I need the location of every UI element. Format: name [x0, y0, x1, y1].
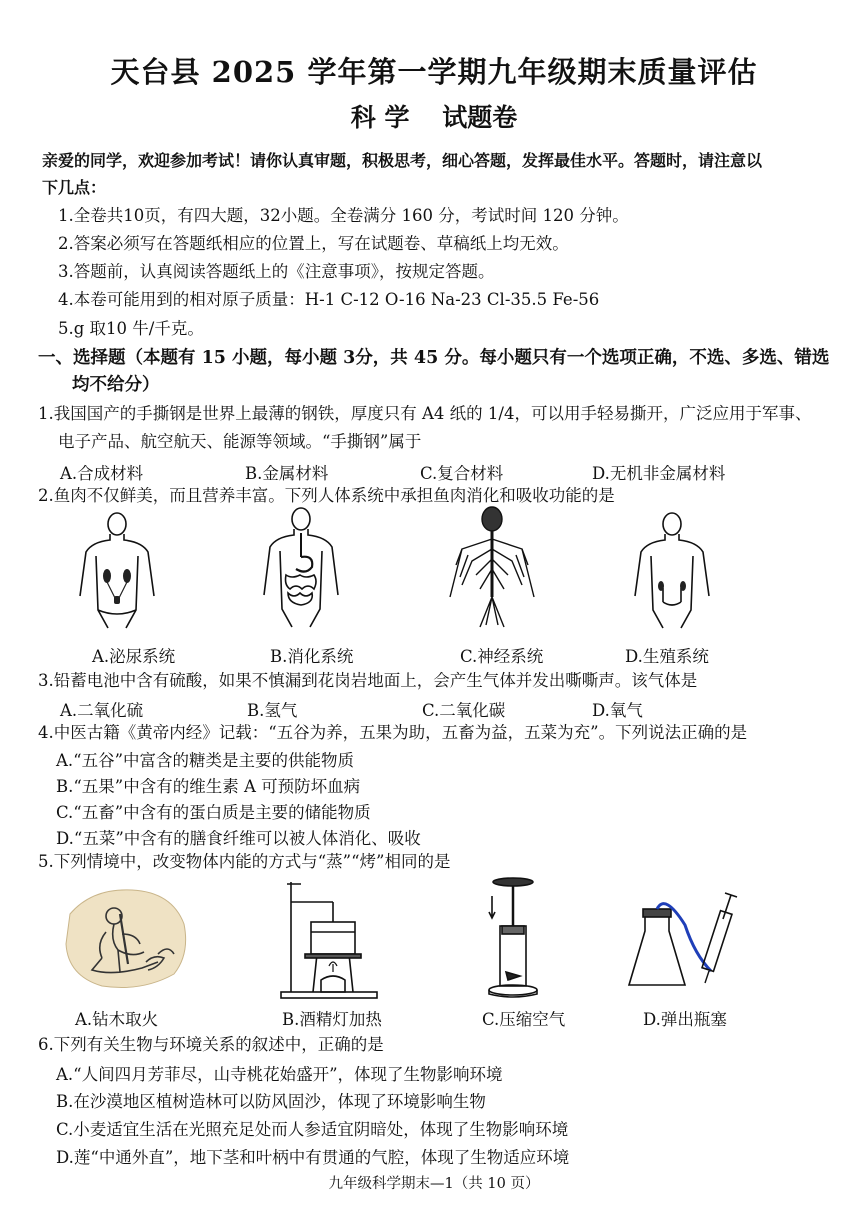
- note-2: 2.答案必须写在答题纸相应的位置上，写在试题卷、草稿纸上均无效。: [58, 234, 569, 253]
- section-1-heading: 一、选择题（本题有 15 小题，每小题 3分，共 45 分。每小题只有一个选项正确，不选、多选、错选: [38, 348, 830, 368]
- note-5: 5.g 取10 牛/千克。: [58, 319, 204, 338]
- nervous-system-figure: [442, 505, 542, 630]
- q5-option-b[interactable]: B.酒精灯加热: [282, 1010, 382, 1029]
- reproductive-system-figure: [627, 510, 717, 630]
- q2-option-b[interactable]: B.消化系统: [270, 647, 354, 666]
- q4-option-d[interactable]: D.“五菜”中含有的膳食纤维可以被人体消化、吸收: [56, 829, 421, 848]
- intro-line-2: 下几点：: [42, 178, 107, 197]
- alcohol-lamp-heating-figure: [277, 876, 382, 1001]
- q3-option-c[interactable]: C.二氧化碳: [422, 701, 506, 720]
- q3-stem: 3.铅蓄电池中含有硫酸，如果不慎漏到花岗岩地面上，会产生气体并发出嘶嘶声。该气体是: [38, 671, 698, 690]
- q3-option-b[interactable]: B.氢气: [247, 701, 298, 720]
- q3-option-d[interactable]: D.氧气: [592, 701, 643, 720]
- note-3: 3.答题前，认真阅读答题纸上的《注意事项》，按规定答题。: [58, 262, 495, 281]
- paper-label: 试题卷: [442, 103, 518, 132]
- q5-option-c[interactable]: C.压缩空气: [482, 1010, 566, 1029]
- q1-option-b[interactable]: B.金属材料: [245, 464, 329, 483]
- page-footer: 九年级科学期末—1（共 10 页）: [328, 1176, 540, 1192]
- digestive-system-figure: [256, 505, 346, 630]
- q6-option-d[interactable]: D.莲“中通外直”，地下茎和叶柄中有贯通的气腔，体现了生物适应环境: [56, 1148, 570, 1167]
- q1-option-c[interactable]: C.复合材料: [420, 464, 504, 483]
- q4-option-b[interactable]: B.“五果”中含有的维生素 A 可预防坏血病: [56, 777, 361, 796]
- subject-label: 科 学: [350, 103, 410, 132]
- intro-line-1: 亲爱的同学，欢迎参加考试！请你认真审题，积极思考，细心答题，发挥最佳水平。答题时，请注意以: [42, 151, 763, 170]
- compressed-air-figure: [478, 876, 548, 1001]
- exam-title: 天台县 2025 学年第一学期九年级期末质量评估: [110, 55, 758, 89]
- q2-option-d[interactable]: D.生殖系统: [625, 647, 709, 666]
- exam-subtitle: [0, 98, 868, 134]
- q6-option-a[interactable]: A.“人间四月芳菲尽，山寺桃花始盛开”，体现了生物影响环境: [56, 1065, 503, 1084]
- q4-option-a[interactable]: A.“五谷”中富含的糖类是主要的供能物质: [56, 751, 355, 770]
- q3-option-a[interactable]: A.二氧化硫: [60, 701, 144, 720]
- q5-stem: 5.下列情境中，改变物体内能的方式与“蒸”“烤”相同的是: [38, 852, 451, 871]
- section-1-heading-cont: 均不给分）: [72, 375, 160, 395]
- q6-option-c[interactable]: C.小麦适宜生活在光照充足处而人参适宜阴暗处，体现了生物影响环境: [56, 1120, 569, 1139]
- q1-stem-line-2: 电子产品、航空航天、能源等领域。“手撕钢”属于: [58, 432, 422, 451]
- q4-option-c[interactable]: C.“五畜”中含有的蛋白质是主要的储能物质: [56, 803, 371, 822]
- note-4: 4.本卷可能用到的相对原子质量：H-1 C-12 O-16 Na-23 Cl-35.5 Fe-56: [58, 290, 600, 309]
- note-1: 1.全卷共10页，有四大题，32小题。全卷满分 160 分，考试时间 120 分钟。: [58, 206, 629, 225]
- drilling-wood-fire-figure: [62, 884, 192, 994]
- q1-option-d[interactable]: D.无机非金属材料: [592, 464, 726, 483]
- q2-stem: 2.鱼肉不仅鲜美，而且营养丰富。下列人体系统中承担鱼肉消化和吸收功能的是: [38, 486, 615, 505]
- q6-option-b[interactable]: B.在沙漠地区植树造林可以防风固沙，体现了环境影响生物: [56, 1092, 486, 1111]
- popping-stopper-figure: [625, 885, 755, 995]
- q1-option-a[interactable]: A.合成材料: [60, 464, 144, 483]
- q5-option-d[interactable]: D.弹出瓶塞: [643, 1010, 727, 1029]
- urinary-system-figure: [72, 510, 162, 630]
- q2-option-c[interactable]: C.神经系统: [460, 647, 544, 666]
- q1-stem-line-1: 1.我国国产的手撕钢是世界上最薄的钢铁，厚度只有 A4 纸的 1/4，可以用手轻易撕开，广泛应用于军事、: [38, 404, 812, 423]
- q4-stem: 4.中医古籍《黄帝内经》记载：“五谷为养，五果为助，五畜为益，五菜为充”。下列说法正确的是: [38, 723, 748, 742]
- q2-option-a[interactable]: A.泌尿系统: [92, 647, 176, 666]
- q5-option-a[interactable]: A.钻木取火: [75, 1010, 159, 1029]
- q6-stem: 6.下列有关生物与环境关系的叙述中，正确的是: [38, 1035, 384, 1054]
